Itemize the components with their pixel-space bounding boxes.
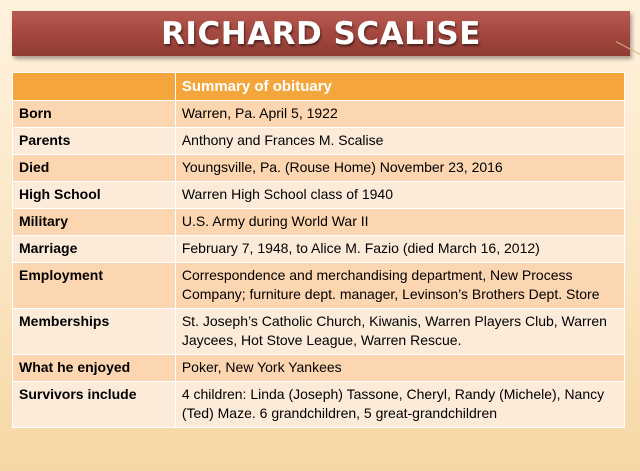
row-label: What he enjoyed — [13, 355, 176, 382]
header-cell-empty — [13, 73, 176, 101]
table-header-row — [13, 73, 625, 101]
row-value: Correspondence and merchandising department, New Process Company; furniture dept. manager, Levinson’s Brothers Dept. Store — [175, 263, 624, 309]
header-cell-summary: Summary of obituary — [175, 73, 624, 101]
table-row — [13, 263, 625, 309]
row-value: St. Joseph’s Catholic Church, Kiwanis, Warren Players Club, Warren Jaycees, Hot Stove League, Warren Rescue. — [175, 309, 624, 355]
row-value: Warren, Pa. April 5, 1922 — [175, 101, 624, 128]
row-label: Survivors include — [13, 382, 176, 428]
row-label: High School — [13, 182, 176, 209]
row-value: Youngsville, Pa. (Rouse Home) November 23, 2016 — [175, 155, 624, 182]
table-row — [13, 382, 625, 428]
row-value: Warren High School class of 1940 — [175, 182, 624, 209]
table-row — [13, 209, 625, 236]
title-banner — [12, 11, 630, 56]
table-row — [13, 155, 625, 182]
row-label: Marriage — [13, 236, 176, 263]
table-row — [13, 236, 625, 263]
table-row — [13, 182, 625, 209]
row-value: Poker, New York Yankees — [175, 355, 624, 382]
row-label: Parents — [13, 128, 176, 155]
table-row — [13, 355, 625, 382]
table-row — [13, 101, 625, 128]
row-value: Anthony and Frances M. Scalise — [175, 128, 624, 155]
page-title: RICHARD SCALISE — [161, 15, 481, 52]
row-value: U.S. Army during World War II — [175, 209, 624, 236]
obituary-table — [12, 72, 625, 428]
row-value: 4 children: Linda (Joseph) Tassone, Cheryl, Randy (Michele), Nancy (Ted) Maze. 6 grandchildren, 5 great-grandchildren — [175, 382, 624, 428]
row-label: Born — [13, 101, 176, 128]
table-row — [13, 128, 625, 155]
row-label: Employment — [13, 263, 176, 309]
table-row — [13, 309, 625, 355]
row-label: Memberships — [13, 309, 176, 355]
row-label: Died — [13, 155, 176, 182]
row-value: February 7, 1948, to Alice M. Fazio (died March 16, 2012) — [175, 236, 624, 263]
row-label: Military — [13, 209, 176, 236]
